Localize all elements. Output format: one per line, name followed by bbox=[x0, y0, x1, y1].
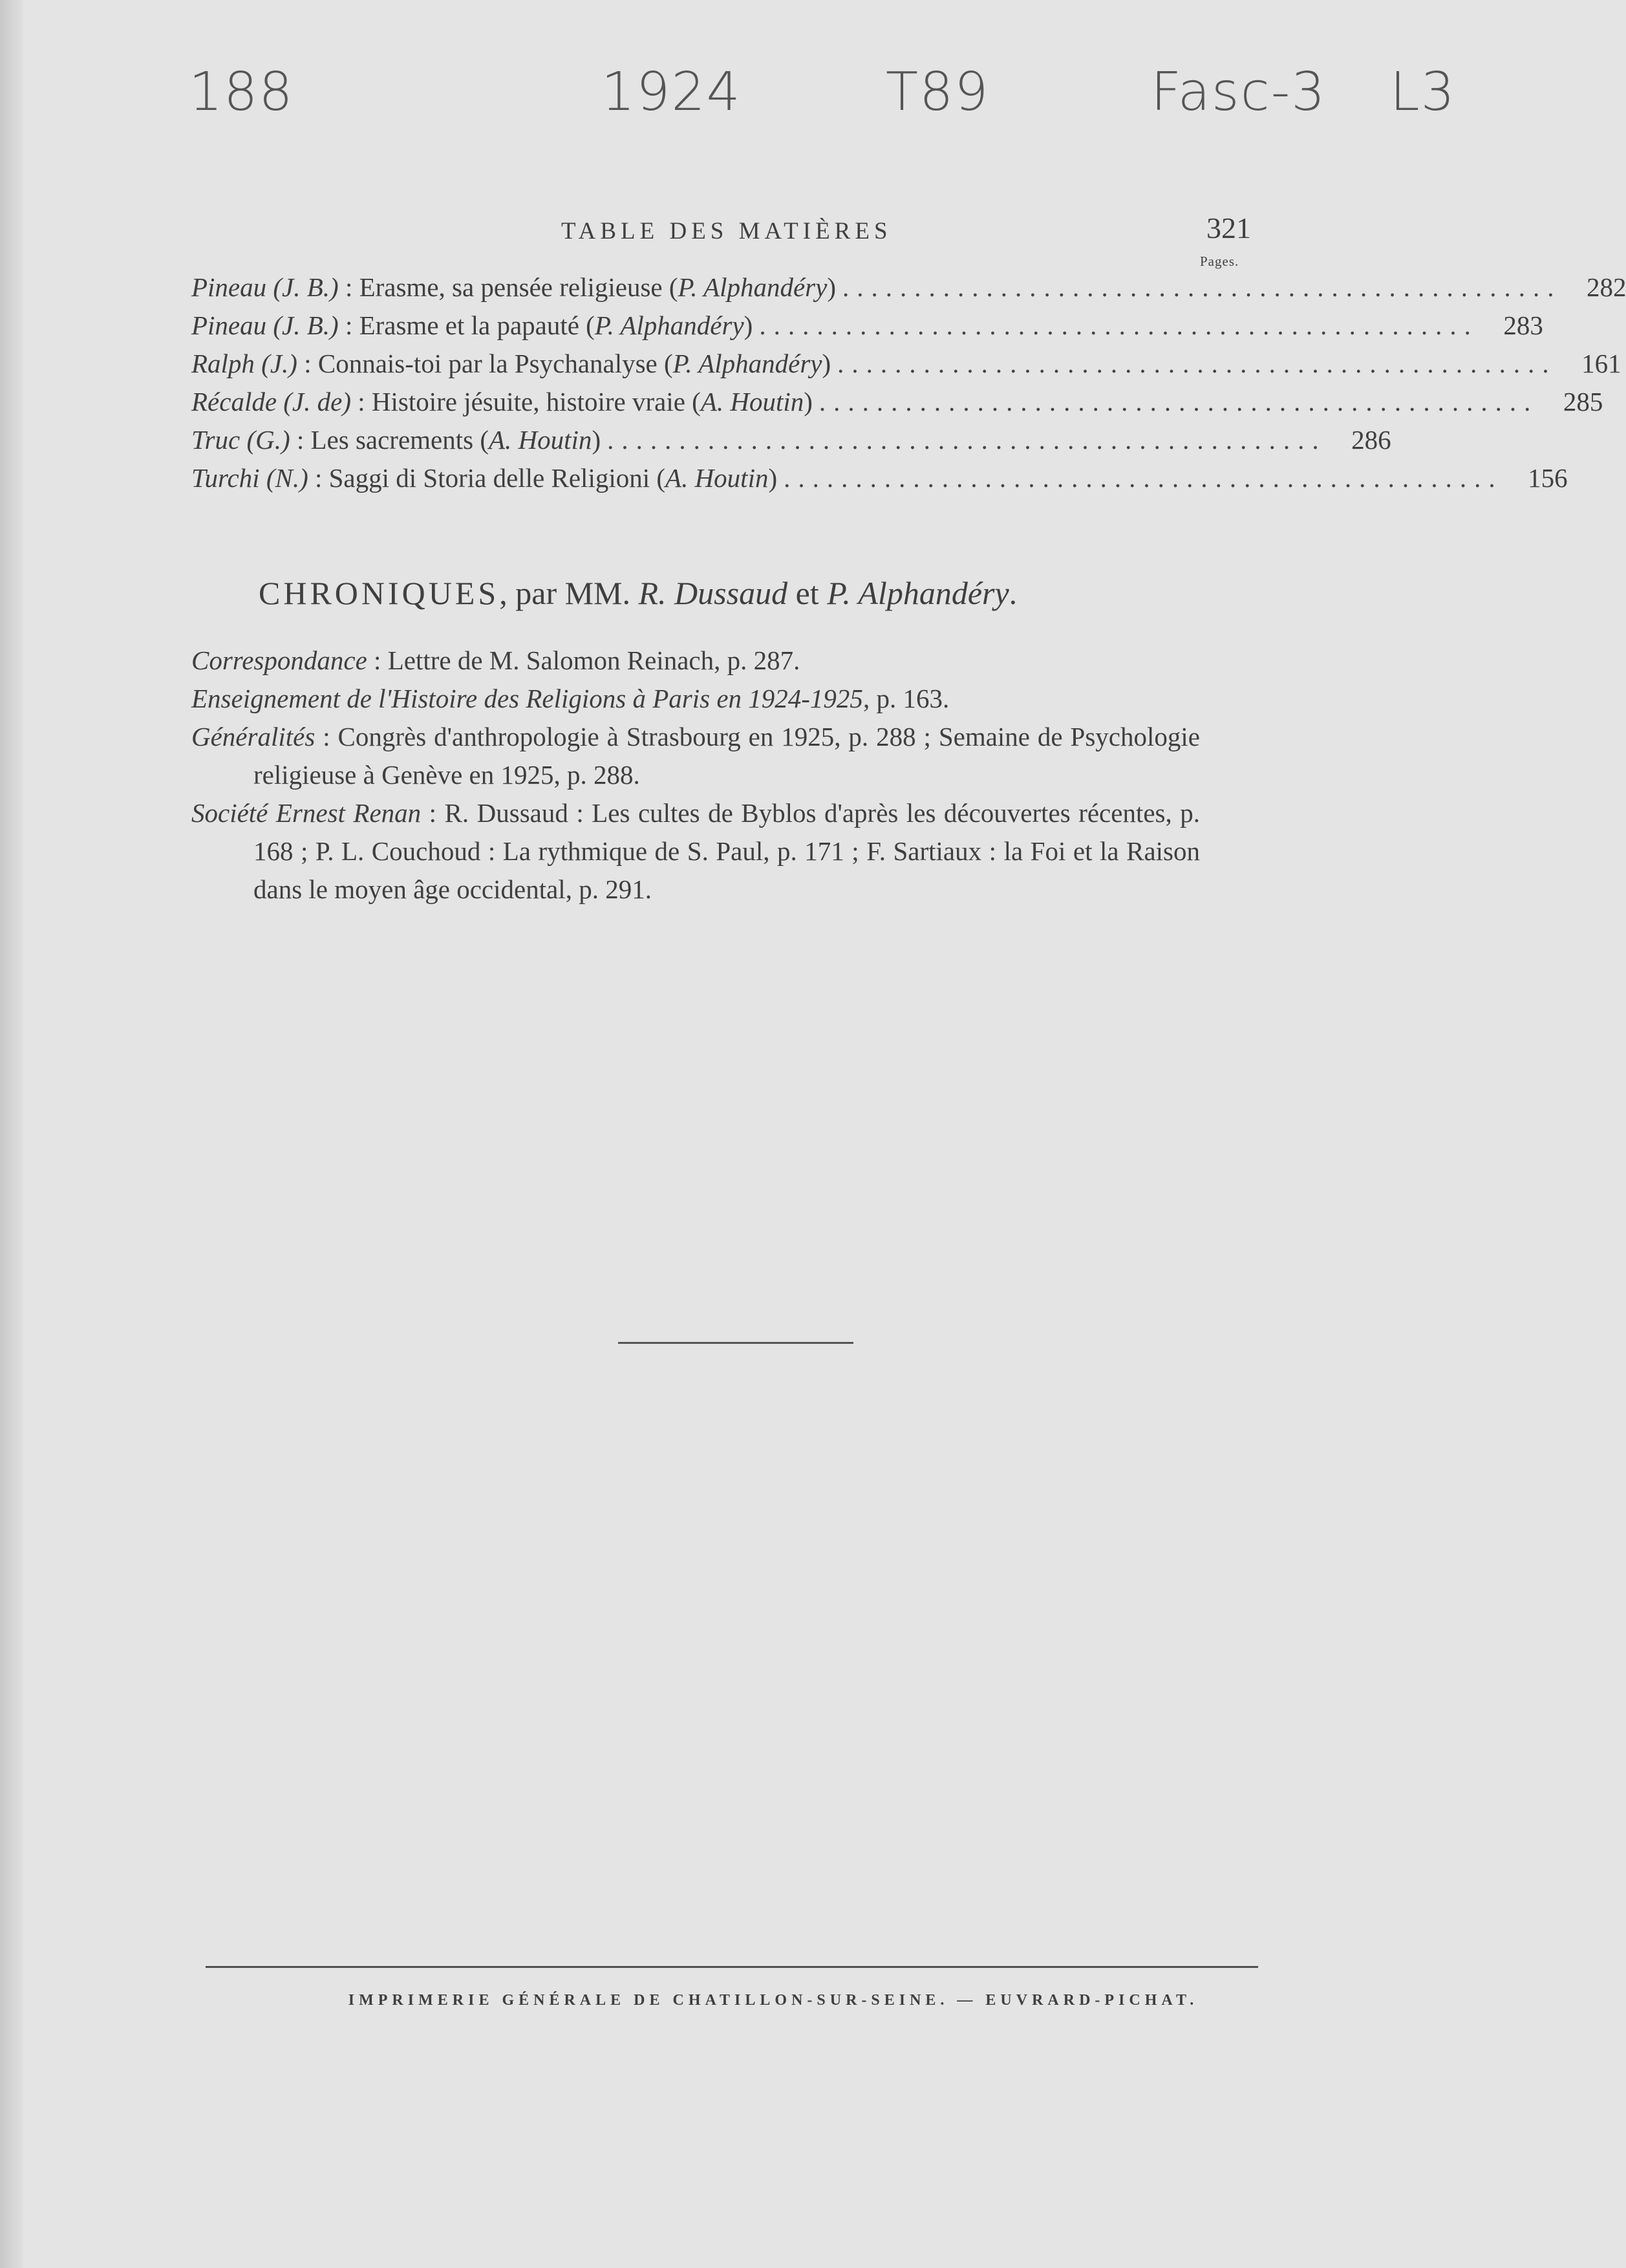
toc-entry bbox=[191, 272, 1626, 310]
chronique-text: Congrès d'anthropologie à Strasbourg en 1925, p. 288 ; Semaine de Psychologie religieuse à Genève en 1925, p. 288. bbox=[253, 722, 1200, 790]
toc-entry bbox=[191, 348, 1621, 386]
page-edge-shadow bbox=[0, 0, 23, 2268]
chronique-separator: : bbox=[315, 722, 338, 751]
chroniques-et: et bbox=[787, 575, 828, 611]
toc-author: Ralph (J.) bbox=[191, 349, 297, 378]
chronique-label: Société Ernest Renan bbox=[191, 798, 422, 828]
toc-entry bbox=[191, 424, 1391, 462]
toc-title: : Histoire jésuite, histoire vraie ( bbox=[350, 387, 701, 416]
chroniques-period: . bbox=[1009, 575, 1018, 611]
toc-entry-text bbox=[191, 386, 813, 417]
dot-leader: .................................................. bbox=[842, 272, 1562, 302]
chroniques-author-1: R. Dussaud bbox=[638, 575, 788, 611]
toc-entry-text bbox=[191, 348, 831, 379]
chroniques-title: CHRONIQUES bbox=[259, 575, 500, 611]
handwritten-note-3: T89 bbox=[886, 61, 990, 123]
toc-title: : Erasme et la papauté ( bbox=[338, 310, 595, 340]
toc-author: Turchi (N.) bbox=[191, 463, 308, 493]
chronique-entry bbox=[191, 680, 1200, 718]
toc-author: Pineau (J. B.) bbox=[191, 272, 339, 302]
toc-close-paren: ) bbox=[743, 310, 753, 340]
chronique-separator: : bbox=[421, 798, 445, 828]
chronique-label: Généralités bbox=[191, 722, 316, 751]
toc-page-number: 161 bbox=[1581, 349, 1621, 378]
section-end-rule bbox=[618, 1342, 853, 1344]
toc-reviewer: A. Houtin bbox=[700, 387, 804, 416]
toc-title: : Connais-toi par la Psychanalyse ( bbox=[297, 349, 673, 378]
toc-author: Récalde (J. de) bbox=[191, 387, 351, 416]
toc-page-number: 156 bbox=[1528, 463, 1568, 493]
toc-entry-text bbox=[191, 424, 601, 455]
toc-author: Truc (G.) bbox=[191, 425, 290, 455]
chronique-entry bbox=[191, 642, 1200, 680]
handwritten-note-1: 188 bbox=[189, 61, 294, 123]
chronique-label: Correspondance bbox=[191, 645, 367, 675]
toc-close-paren: ) bbox=[592, 425, 601, 455]
toc-reviewer: P. Alphandéry bbox=[594, 310, 744, 340]
handwritten-note-2: 1924 bbox=[601, 61, 742, 123]
toc-title: : Erasme, sa pensée religieuse ( bbox=[338, 272, 678, 302]
handwritten-note-5: L3 bbox=[1390, 61, 1456, 123]
toc-entry bbox=[191, 386, 1603, 424]
chroniques-heading bbox=[259, 574, 1017, 612]
dot-leader: .................................................. bbox=[837, 349, 1557, 378]
toc-reviewer: P. Alphandéry bbox=[678, 272, 828, 302]
toc-page-number: 283 bbox=[1503, 310, 1543, 340]
toc-author: Pineau (J. B.) bbox=[191, 310, 339, 340]
chronique-text: Lettre de M. Salomon Reinach, p. 287. bbox=[387, 645, 800, 675]
toc-reviewer: P. Alphandéry bbox=[672, 349, 822, 378]
toc-page-number: 286 bbox=[1351, 425, 1391, 455]
chronique-text: p. 163. bbox=[876, 684, 950, 713]
page-number: 321 bbox=[1206, 211, 1251, 244]
chronique-separator: : bbox=[367, 645, 388, 675]
footer-divider bbox=[206, 1966, 1258, 1968]
dot-leader: .................................................. bbox=[818, 387, 1539, 416]
toc-reviewer: A. Houtin bbox=[665, 463, 769, 493]
toc-entry-text bbox=[191, 272, 836, 303]
toc-title: : Saggi di Storia delle Religioni ( bbox=[308, 463, 666, 493]
toc-close-paren: ) bbox=[804, 387, 813, 416]
toc-title: : Les sacrements ( bbox=[290, 425, 489, 455]
toc-entry bbox=[191, 310, 1543, 348]
toc-page-number: 285 bbox=[1563, 387, 1603, 416]
dot-leader: .................................................. bbox=[607, 425, 1327, 455]
pages-column-label: Pages. bbox=[1200, 254, 1239, 269]
chronique-text: R. Dussaud : Les cultes de Byblos d'après les découvertes récentes, p. 168 ; P. L. Couchoud : La rythmique de S. Paul, p. 171 ; F. Sartiaux : la Foi et la Raison dans le moyen âge occidental, p. 291. bbox=[253, 798, 1200, 904]
dot-leader: .................................................. bbox=[784, 463, 1503, 493]
table-of-contents bbox=[191, 272, 1626, 501]
handwritten-note-4: Fasc-3 bbox=[1151, 61, 1327, 123]
chronique-separator: , bbox=[862, 684, 877, 713]
chronique-entry bbox=[191, 718, 1200, 794]
running-head-title: TABLE DES MATIÈRES bbox=[561, 218, 892, 244]
chroniques-list bbox=[191, 642, 1200, 909]
toc-entry bbox=[191, 462, 1568, 501]
chronique-entry bbox=[191, 794, 1200, 909]
toc-close-paren: ) bbox=[822, 349, 831, 378]
toc-close-paren: ) bbox=[827, 272, 836, 302]
chroniques-par: , par MM. bbox=[499, 575, 639, 611]
chroniques-author-2: P. Alphandéry bbox=[827, 575, 1009, 611]
dot-leader: .................................................. bbox=[759, 310, 1479, 340]
toc-close-paren: ) bbox=[768, 463, 778, 493]
toc-page-number: 282 bbox=[1586, 272, 1626, 302]
printer-imprint: IMPRIMERIE GÉNÉRALE DE CHATILLON-SUR-SEINE. — EUVRARD-PICHAT. bbox=[348, 1992, 1199, 2009]
toc-entry-text bbox=[191, 462, 777, 493]
toc-reviewer: A. Houtin bbox=[489, 425, 592, 455]
chronique-label: Enseignement de l'Histoire des Religions à Paris en 1924-1925 bbox=[191, 684, 863, 713]
toc-entry-text bbox=[191, 310, 753, 341]
